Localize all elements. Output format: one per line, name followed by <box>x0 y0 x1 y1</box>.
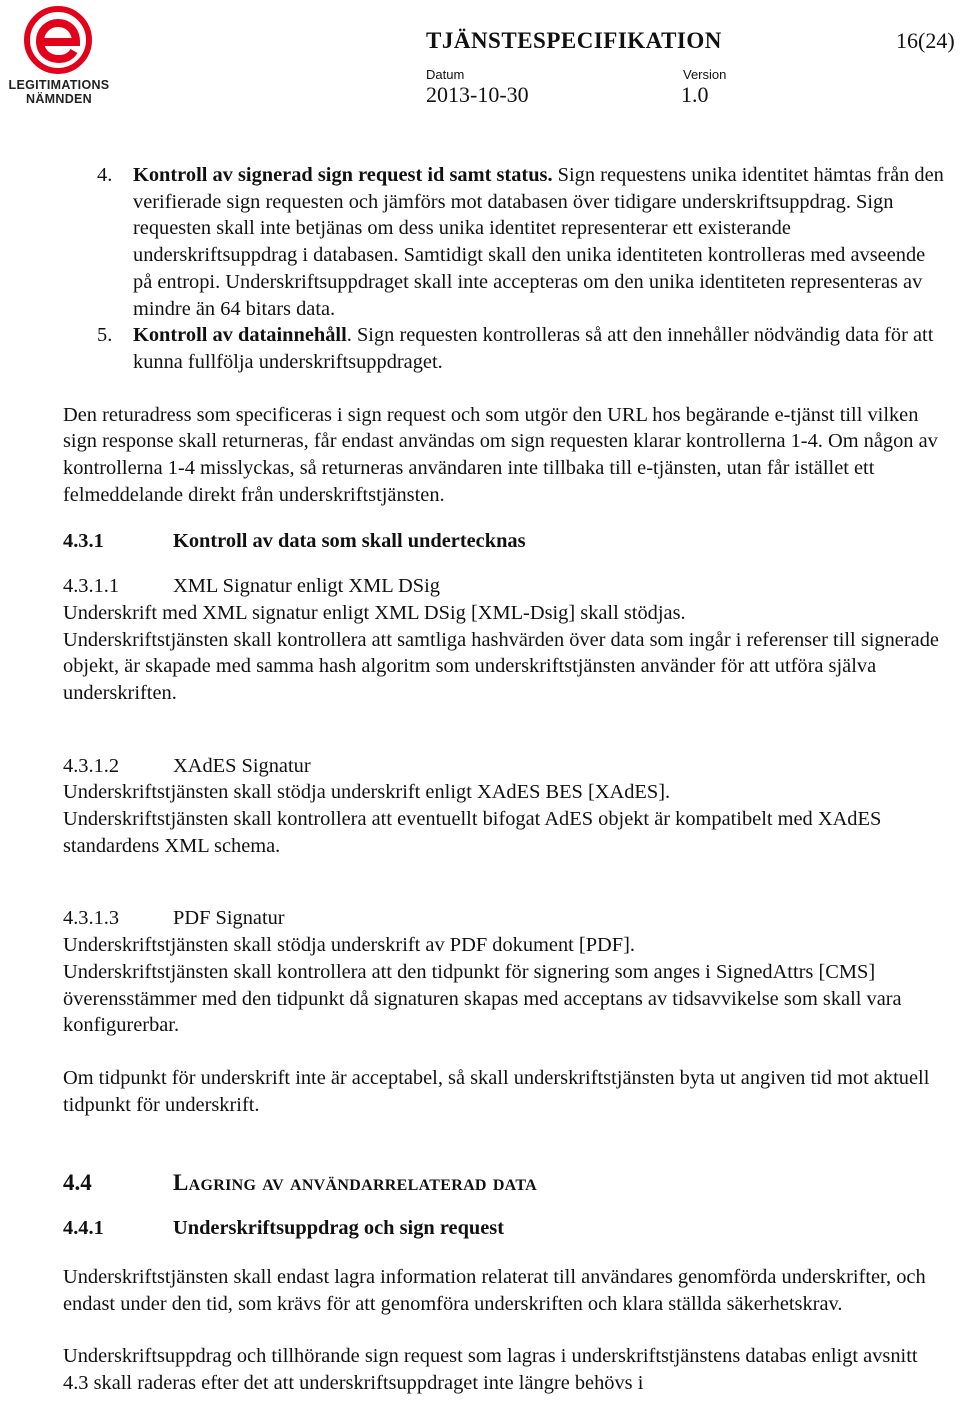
legitimationsnamnden-logo-icon <box>24 6 92 74</box>
list-item-number: 5. <box>97 324 113 347</box>
paragraph: Underskriftstjänsten skall endast lagra information relaterat till användares genomförda underskrifter, och endast under den tid, som krävs för att genomföra underskriften och klara ställda säkerhetskrav. <box>63 1265 926 1315</box>
version-value: 1.0 <box>681 82 709 107</box>
section-title: XAdES Signatur <box>173 754 311 777</box>
logo-line-2: NÄMNDEN <box>26 92 92 106</box>
paragraph: Underskriftstjänsten skall stödja underskrift av PDF dokument [PDF]. <box>63 934 636 957</box>
list-item <box>63 162 947 322</box>
list-item-number: 4. <box>97 164 113 186</box>
control-list <box>63 162 947 376</box>
document-title: TJÄNSTESPECIFIKATION <box>426 28 722 53</box>
section-number: 4.3.1.1 <box>63 575 120 598</box>
section-number: 4.4.1 <box>63 1217 104 1240</box>
paragraph: Underskrift med XML signatur enligt XML DSig [XML-Dsig] skall stödjas. <box>63 601 686 624</box>
section-heading-4-3-1-1 <box>63 573 947 600</box>
paragraph: Underskriftstjänsten skall stödja underskrift enligt XAdES BES [XAdES]. <box>63 781 671 804</box>
list-item-text: . Sign requesten kontrolleras så att den innehåller nödvändig data för att kunna fullfölja underskriftsuppdraget. <box>133 324 934 373</box>
version-label: Version <box>683 67 727 82</box>
section-number: 4.4 <box>63 1170 92 1196</box>
section-heading-4-3-1 <box>63 528 947 555</box>
section-number: 4.3.1.2 <box>63 754 120 777</box>
paragraph: Underskriftsuppdrag och tillhörande sign request som lagras i underskriftstjänstens databas enligt avsnitt 4.3 skall raderas efter det att underskriftsuppdraget inte längre behövs i <box>63 1345 918 1394</box>
paragraph: Underskriftstjänsten skall kontrollera att eventuellt bifogat AdES objekt är kompatibelt med XAdES standardens XML schema. <box>63 808 882 857</box>
section-title: Lagring av användarrelaterad data <box>173 1170 537 1196</box>
logo <box>2 6 114 106</box>
list-item-heading: Kontroll av datainnehåll <box>133 324 347 347</box>
document-body <box>63 162 947 1397</box>
section-title: Kontroll av data som skall undertecknas <box>173 530 526 553</box>
list-item <box>63 322 947 375</box>
section-title: Underskriftsuppdrag och sign request <box>173 1217 505 1240</box>
paragraph: Underskriftstjänsten skall kontrollera att den tidpunkt för signering som anges i SignedAttrs [CMS] överensstämmer med den tidpunkt då signaturen skapas med acceptans av tidsavvikelse som skall vara konfigurerbar. <box>63 960 902 1037</box>
paragraph: Om tidpunkt för underskrift inte är acceptabel, så skall underskriftstjänsten byta ut angiven tid mot aktuell tidpunkt för underskrift. <box>63 1066 930 1116</box>
paragraph: Underskriftstjänsten skall kontrollera att samtliga hashvärden över data som ingår i referenser till signerade objekt, är skapade med samma hash algoritm som underskriftstjänsten använder för att utföra själva underskriften. <box>63 628 939 704</box>
section-number: 4.3.1 <box>63 530 104 553</box>
section-number: 4.3.1.3 <box>63 907 120 930</box>
logo-line-1: LEGITIMATIONS <box>8 78 110 92</box>
section-heading-4-3-1-3 <box>63 905 947 932</box>
list-item-heading: Kontroll av signerad sign request id samt status. <box>133 164 553 186</box>
list-item-text: Sign requestens unika identitet hämtas från den verifierade sign requesten och jämförs mot databasen över tidigare underskriftsuppdrag. Sign requesten skall inte betjänas om dess unika identitet representerar ett existerande underskriftsuppdrag i databasen. Samtidigt skall den unika identiteten kontrolleras med avseende på entropi. Underskriftsuppdraget skall inte accepteras om den unika identiteten representeras av mindre än 64 bitars data. <box>133 164 944 320</box>
date-value: 2013-10-30 <box>426 82 529 107</box>
section-heading-4-4-1 <box>63 1215 947 1242</box>
section-heading-4-3-1-2 <box>63 753 947 780</box>
date-label: Datum <box>426 67 465 82</box>
section-heading-4-4 <box>63 1170 947 1197</box>
page-number: 16(24) <box>896 28 955 53</box>
section-title: XML Signatur enligt XML DSig <box>173 575 440 598</box>
return-address-paragraph: Den returadress som specificeras i sign request och som utgör den URL hos begärande e-tjänst till vilken sign response skall returneras, får endast användas om sign requesten klarar kontrollerna 1-4. Om någon av kontrollerna 1-4 misslyckas, så returneras användaren inte tillbaka till e-tjänsten, utan får istället ett felmeddelande direkt från underskriftstjänsten. <box>63 403 938 506</box>
section-title: PDF Signatur <box>173 907 285 930</box>
